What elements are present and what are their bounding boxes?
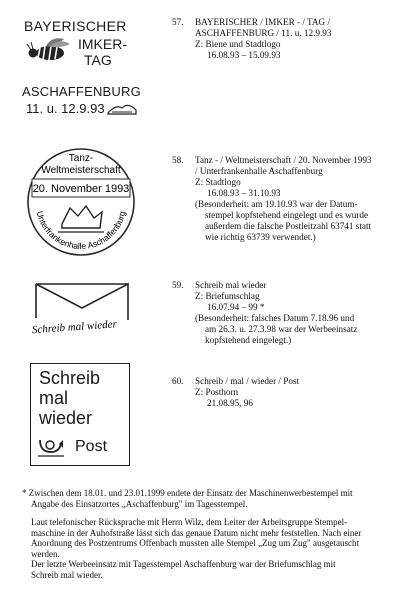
- city-logo-icon: [106, 100, 138, 116]
- footnote-star: [22, 488, 397, 509]
- entry-line: kopfstehend eingelegt.): [205, 335, 292, 345]
- footnote-line: Angabe des Einsatzortes „Aschaffenburg" im Tagesstempel.: [31, 498, 248, 509]
- entry-number: 60.: [172, 376, 184, 386]
- entry-line: Tanz - / Weltmeisterschaft / 20. November 1993: [195, 155, 372, 165]
- entry-line: am 26.3. u. 27.3.98 war der Werbeeinsatz: [205, 324, 358, 334]
- stamp-60-line2: mal: [39, 388, 69, 408]
- stamp-59-text: Schreib mal wieder: [31, 318, 118, 337]
- stamp-58-bottom-path: Unterfrankenhalle Aschaffenburg: [34, 210, 128, 252]
- posthorn-icon: [37, 436, 65, 458]
- entry-line: / Unterfrankenhalle Aschaffenburg: [195, 166, 323, 176]
- footnote-paragraph: [31, 517, 401, 581]
- stamp-58-round: [18, 144, 144, 262]
- entry-line: 16.08.93 – 15.09.93: [207, 50, 281, 60]
- bee-icon: [24, 36, 74, 66]
- entry-line: stempel kopfstehend eingelegt und es wurde: [205, 210, 369, 220]
- entry-number: 58.: [172, 155, 184, 165]
- stamp-60-post: Post: [75, 438, 108, 455]
- footnote-line: Schreib mal wieder.: [31, 569, 103, 580]
- stamp-57-line4: ASCHAFFENBURG: [22, 84, 141, 99]
- entry-line: (Besonderheit: falsches Datum 7.18.96 und: [195, 313, 355, 323]
- footnote-line: Der letzte Werbeeinsatz mit Tagesstempel Aschaffenburg war der Briefumschlag mit: [31, 559, 336, 570]
- entry-line: 16.07.94 – 99 *: [207, 302, 265, 312]
- entry-line: (Besonderheit: am 19.10.93 war der Datum-: [195, 199, 358, 209]
- stamp-58-top2: Weltmeisterschaft: [41, 165, 121, 176]
- entry-number: 57.: [172, 17, 184, 27]
- stamp-57-imkertag: [22, 14, 142, 124]
- entry-line: Z: Stadtlogo: [195, 177, 241, 187]
- entry-line: 16.08.93 – 31.10.93: [207, 188, 281, 198]
- entry-line: wie richtig 63739 verwendet.): [205, 232, 316, 242]
- footnote-line: maschine in der Auhofstraße lässt sich das genaue Datum nicht mehr feststellen. Nach einer: [31, 527, 362, 538]
- stamp-57-line2: IMKER-: [78, 36, 127, 52]
- stamp-59-envelope: [28, 278, 138, 338]
- entry-line: BAYERISCHER / IMKER - / TAG /: [195, 17, 331, 27]
- city-logo-icon: [58, 206, 104, 232]
- footnote-line: werden.: [31, 548, 60, 559]
- footnote-line: Laut telefonischer Rücksprache mit Herrn Wilz, dem Leiter der Arbeitsgruppe Stempel-: [31, 517, 348, 527]
- entry-line: Schreib mal wieder: [195, 280, 267, 290]
- entry-line: Z: Biene und Stadtlogo: [195, 39, 281, 49]
- stamp-57-line5: 11. u. 12.9.93: [26, 101, 105, 116]
- entry-line: Z: Briefumschlag: [195, 291, 260, 301]
- stamp-58-date: 20. November 1993: [32, 183, 130, 195]
- stamp-60-line3: wieder: [39, 408, 93, 428]
- entry-number: 59.: [172, 280, 184, 290]
- stamp-57-line3: TAG: [84, 52, 112, 68]
- stamp-60-box: [30, 363, 130, 466]
- footnote-line: * Zwischen dem 18.01. und 23.01.1999 endete der Einsatz der Maschinenwerbestempel mit: [22, 488, 353, 498]
- entry-line: Z: Posthorn: [195, 387, 239, 397]
- footnote-line: Anordnung des Postzentrums Offenbach mussten alle Stempel „Zug um Zug" ausgetauscht: [31, 538, 359, 549]
- stamp-57-line1: BAYERISCHER: [24, 18, 127, 34]
- entry-line: ASCHAFFENBURG / 11. u. 12.9.93: [195, 28, 332, 38]
- entry-line: Schreib / mal / wieder / Post: [195, 376, 300, 386]
- stamp-58-top1: Tanz-: [68, 153, 94, 164]
- stamp-60-line1: Schreib: [39, 368, 101, 388]
- entry-line: 21.08.95, 96: [207, 398, 253, 408]
- entry-line: außerdem die falsche Postleitzahl 63741 statt: [205, 221, 372, 231]
